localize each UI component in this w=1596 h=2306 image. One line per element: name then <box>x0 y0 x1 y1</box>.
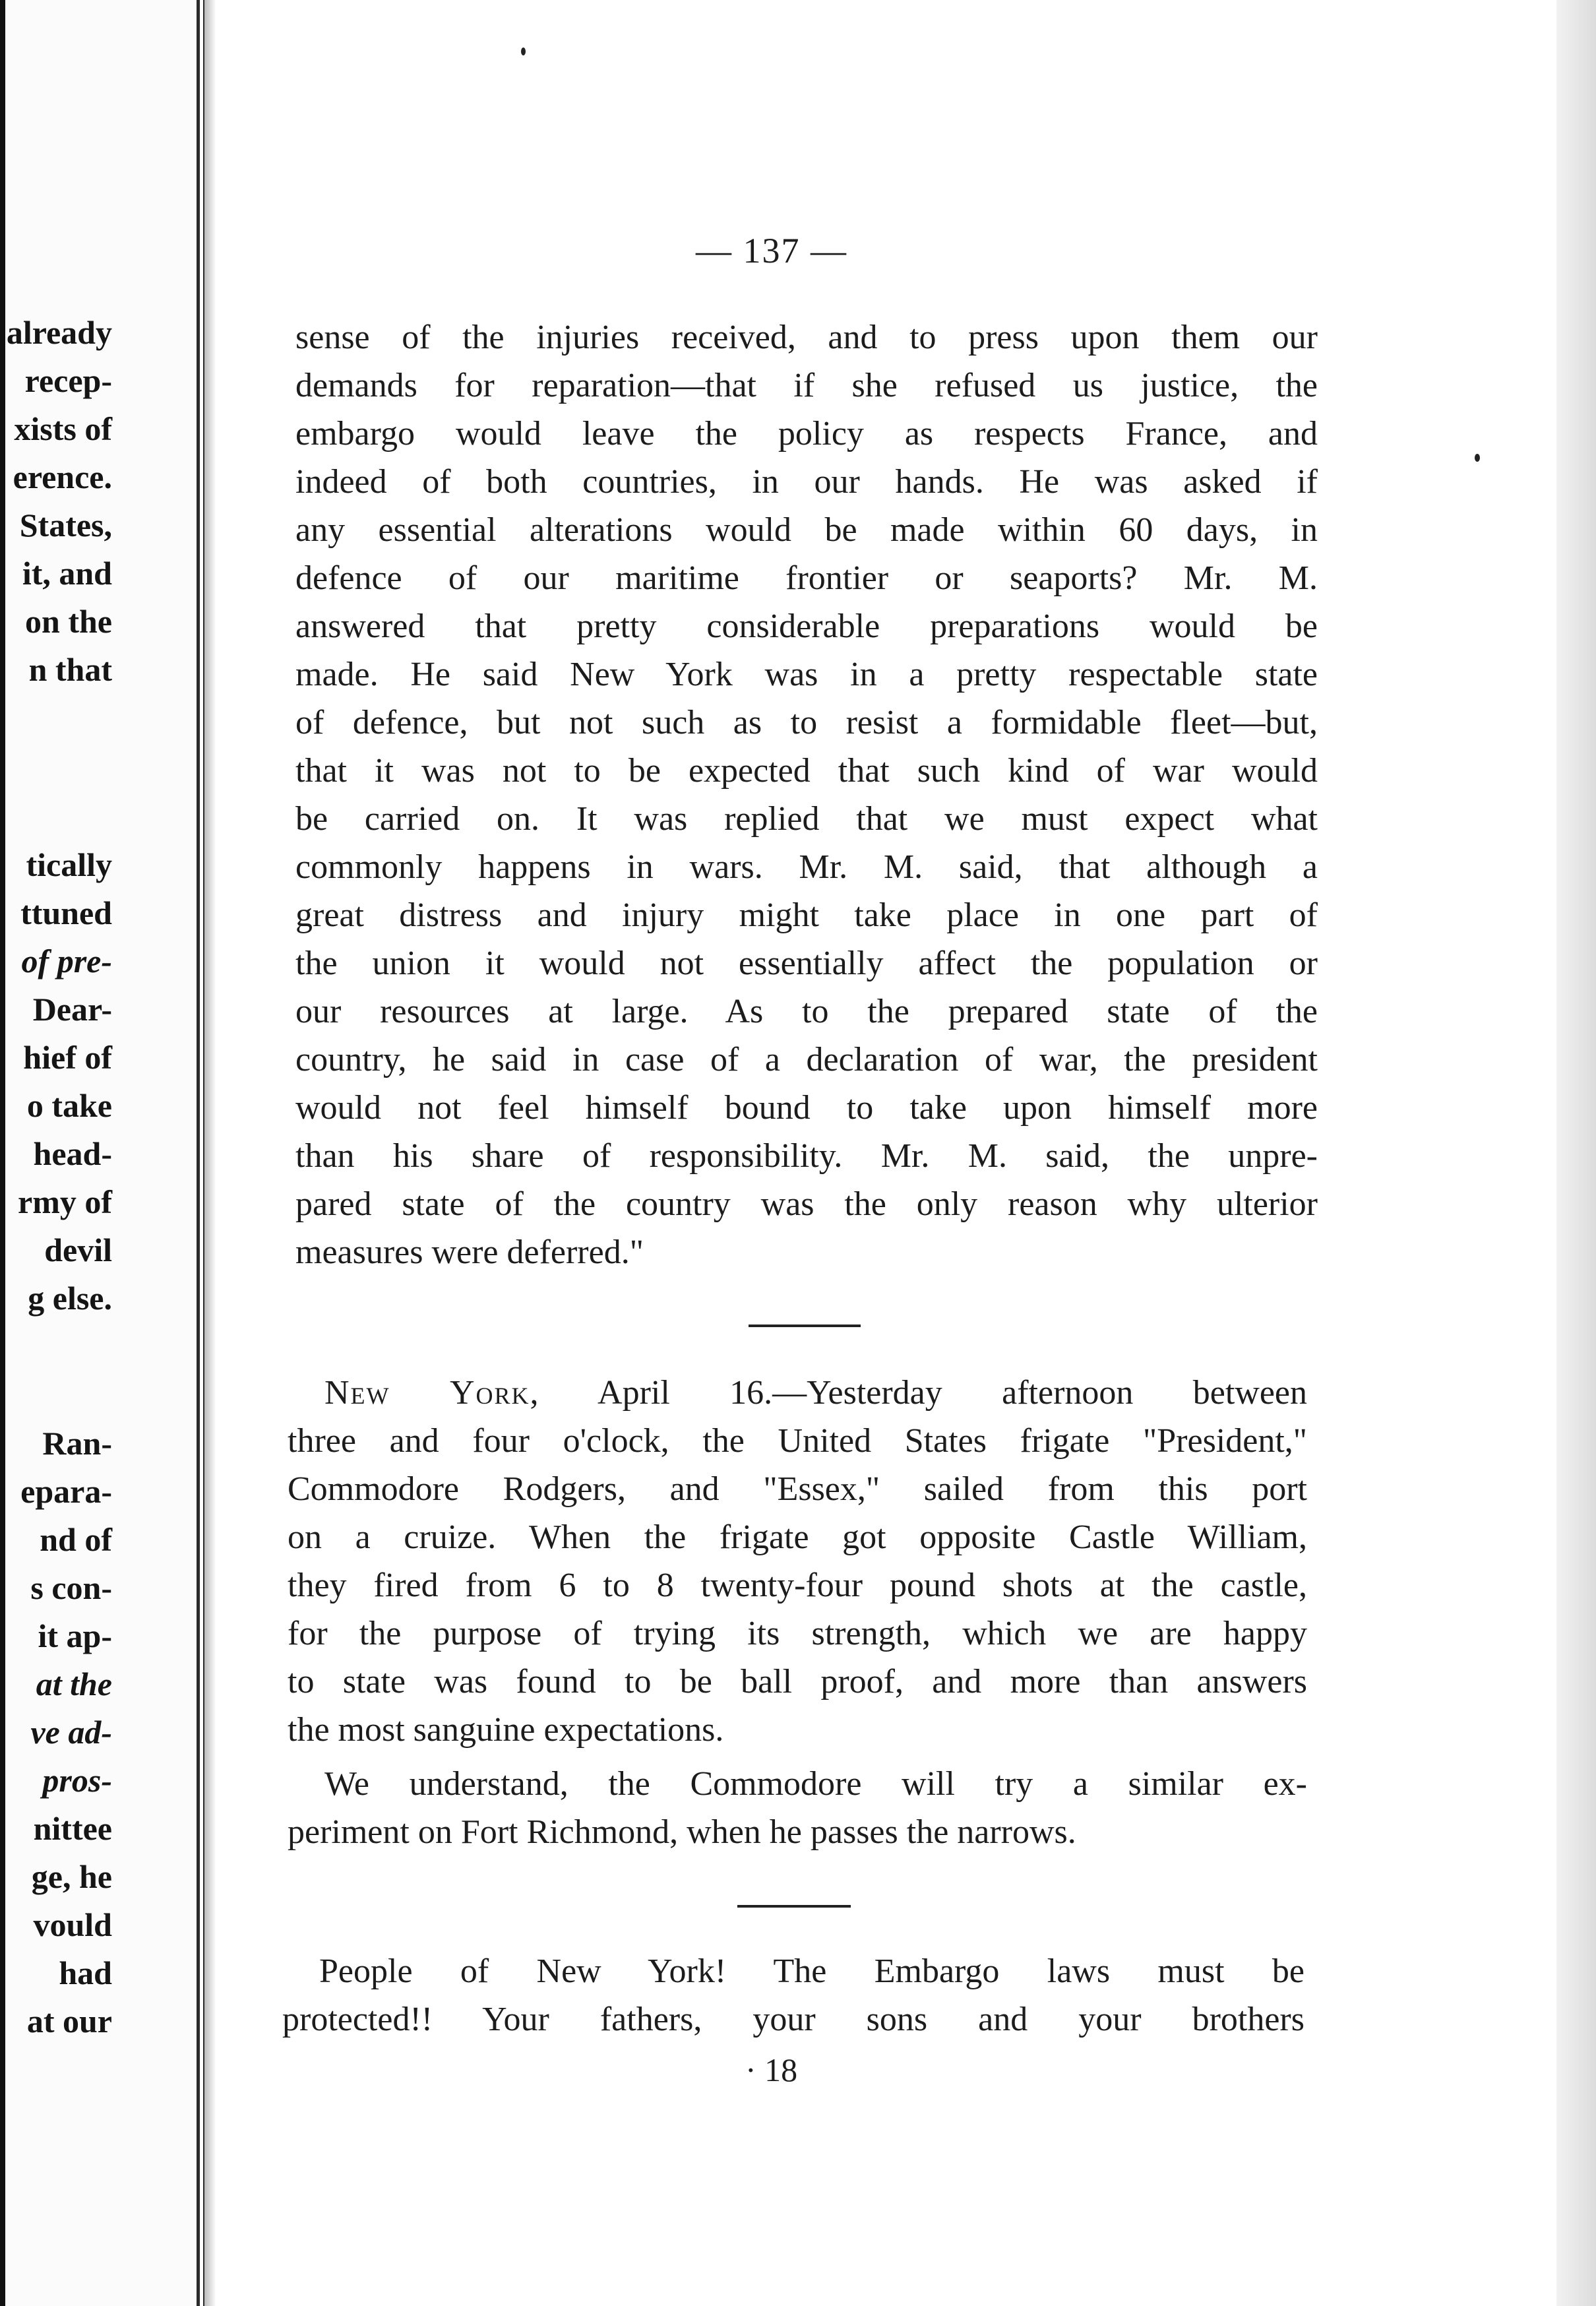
facing-text-block-1 <box>5 309 197 694</box>
text-line: they fired from 6 to 8 twenty-four pound shots at the castle, <box>288 1567 1307 1604</box>
facing-line: rmy of <box>18 1183 112 1220</box>
facing-line: recep- <box>24 362 112 399</box>
text-line: three and four o'clock, the United States frigate "President," <box>288 1422 1307 1460</box>
page-spine-line <box>197 0 200 2306</box>
facing-line: nittee <box>33 1810 112 1847</box>
text-line: pared state of the country was the only reason why ulterior <box>295 1185 1318 1223</box>
text-line: demands for reparation—that if she refused us justice, the <box>295 367 1318 404</box>
news-paragraph <box>288 1369 1307 1754</box>
text-line: defence of our maritime frontier or seaports? Mr. M. <box>295 559 1318 597</box>
facing-line: epara- <box>20 1473 112 1510</box>
text-line: measures were deferred." <box>295 1233 644 1271</box>
facing-line: of pre- <box>21 943 112 980</box>
facing-line: nd of <box>40 1521 112 1558</box>
section-divider <box>749 1324 861 1327</box>
facing-line: Ran- <box>42 1425 112 1462</box>
facing-line: head- <box>33 1135 112 1172</box>
facing-page-fragment <box>5 0 197 2306</box>
text-line: We understand, the Commodore will try a similar ex- <box>324 1765 1307 1803</box>
text-line: embargo would leave the policy as respects France, and <box>295 415 1318 452</box>
text-line-rest: April 16.—Yesterday afternoon between <box>539 1374 1307 1412</box>
facing-line: vould <box>33 1906 112 1943</box>
facing-line: erence. <box>13 458 112 495</box>
text-line: indeed of both countries, in our hands. He was asked if <box>295 463 1318 501</box>
text-line: great distress and injury might take place in one part of <box>295 896 1318 934</box>
text-line: sense of the injuries received, and to press upon them our <box>295 319 1318 356</box>
text-line: periment on Fort Richmond, when he passes the narrows. <box>288 1813 1076 1851</box>
facing-line: n that <box>28 651 112 688</box>
facing-line: xists of <box>14 410 112 447</box>
text-line: would not feel himself bound to take upon himself more <box>295 1089 1318 1127</box>
gutter-shadow <box>204 0 215 2306</box>
text-line: protected!! Your fathers, your sons and your brothers <box>282 2001 1304 2038</box>
facing-line: pros- <box>42 1762 112 1799</box>
text-line: People of New York! The Embargo laws must be <box>319 1952 1304 1990</box>
scan-edge <box>0 0 5 2306</box>
page-number: — 137 — <box>696 231 847 270</box>
news-paragraph <box>288 1760 1307 1856</box>
text-line: than his share of responsibility. Mr. M. said, the unpre- <box>295 1137 1318 1175</box>
text-line: commonly happens in wars. Mr. M. said, that although a <box>295 848 1318 886</box>
text-line: of defence, but not such as to resist a formidable fleet—but, <box>295 704 1318 741</box>
dateline: New York, <box>324 1374 540 1412</box>
facing-line: g else. <box>28 1280 112 1317</box>
facing-line: at the <box>36 1666 112 1702</box>
text-line: on a cruize. When the frigate got opposite Castle William, <box>288 1518 1307 1556</box>
facing-line: hief of <box>23 1039 112 1076</box>
facing-line: o take <box>26 1087 112 1124</box>
text-line: the most sanguine expectations. <box>288 1711 724 1749</box>
facing-line: States, <box>19 507 112 544</box>
text-line: country, he said in case of a declaration of war, the president <box>295 1041 1318 1078</box>
text-line: Commodore Rodgers, and "Essex," sailed from this port <box>288 1470 1307 1508</box>
text-line: be carried on. It was replied that we must expect what <box>295 800 1318 838</box>
facing-line: ve ad- <box>30 1714 112 1751</box>
text-line: to state was found to be ball proof, and more than answers <box>288 1663 1307 1700</box>
facing-line: at our <box>26 2003 112 2040</box>
text-line: any essential alterations would be made within 60 days, in <box>295 511 1318 549</box>
text-line: made. He said New York was in a pretty respectable state <box>295 656 1318 693</box>
text-line: answered that pretty considerable preparations would be <box>295 608 1318 645</box>
facing-line: it ap- <box>38 1617 112 1654</box>
facing-line: s con- <box>30 1569 112 1606</box>
facing-line: ge, he <box>31 1858 112 1895</box>
facing-line: tically <box>26 846 112 883</box>
facing-line: already <box>6 314 112 351</box>
section-divider <box>737 1905 851 1908</box>
text-line: for the purpose of trying its strength, which we are happy <box>288 1615 1307 1652</box>
facing-line: it, and <box>22 555 112 592</box>
signature-mark: · 18 <box>745 2051 798 2088</box>
text-line: our resources at large. As to the prepared state of the <box>295 993 1318 1030</box>
paragraph-continuation <box>295 313 1318 1276</box>
print-speck <box>521 47 526 55</box>
print-speck <box>1475 454 1480 462</box>
facing-text-block-3 <box>5 1419 197 2045</box>
facing-line: ttuned <box>20 894 112 931</box>
page-edge-shadow <box>1556 0 1596 2306</box>
facing-line: Dear- <box>32 991 112 1028</box>
text-line: the union it would not essentially affect the population or <box>295 945 1318 982</box>
facing-text-block-2 <box>5 841 197 1323</box>
facing-line: devil <box>44 1231 112 1268</box>
appeal-paragraph <box>282 1947 1304 2043</box>
facing-line: on the <box>25 603 112 640</box>
facing-line: had <box>59 1954 112 1991</box>
text-line <box>288 1369 1307 1417</box>
text-line: that it was not to be expected that such kind of war would <box>295 752 1318 790</box>
